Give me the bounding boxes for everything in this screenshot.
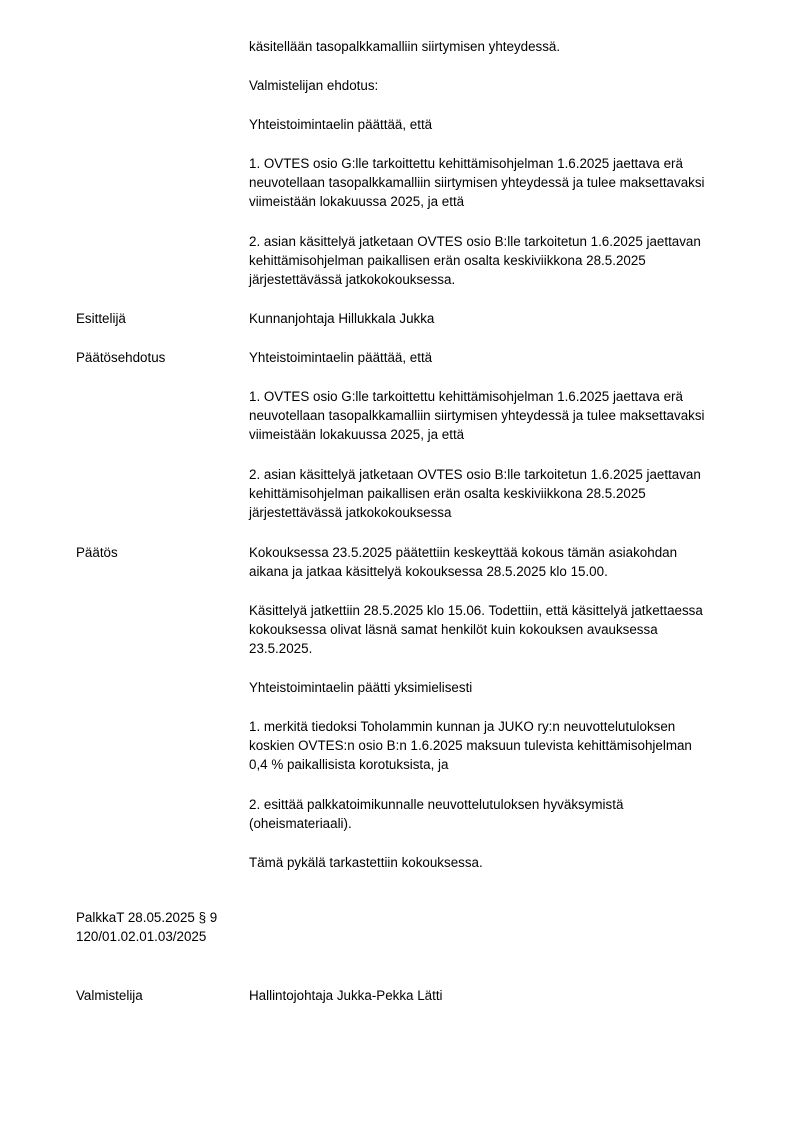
decision-item1-line: 1. merkitä tiedoksi Toholammin kunnan ja JUKO ry:n neuvottelutuloksen [249,719,676,734]
decision-para2-line: 23.5.2025. [249,641,313,656]
decision-label: Päätös [76,545,118,560]
decision-proposal-label: Päätösehdotus [76,350,166,365]
decision-para2-line: kokouksessa olivat läsnä samat henkilöt kuin kokouksen avauksessa [249,622,658,637]
decision-para1-line: Kokouksessa 23.5.2025 päätettiin keskeyttää kokous tämän asiakohdan [249,545,678,560]
decision-unanimous-text: Yhteistoimintaelin päätti yksimielisesti [249,680,473,695]
proposal-item2-line: 2. asian käsittelyä jatketaan OVTES osio B:lle tarkoitetun 1.6.2025 jaettavan [249,467,701,482]
proposal-item1-line: 1. OVTES osio G:lle tarkoittettu kehittämisohjelman 1.6.2025 jaettava erä [249,389,683,404]
proposal-item2-line: järjestettävässä jatkokokouksessa [249,505,452,520]
presenter-value: Kunnanjohtaja Hillukkala Jukka [249,311,435,326]
intro-item2-line: 2. asian käsittelyä jatketaan OVTES osio B:lle tarkoitetun 1.6.2025 jaettavan [249,234,701,249]
proposal-item1-line: neuvotellaan tasopalkkamalliin siirtymisen yhteydessä ja tulee maksettavaksi [249,408,705,423]
reference-line: PalkkaT 28.05.2025 § 9 [76,910,218,925]
preparer-label: Valmistelija [76,988,143,1003]
intro-decides-text: Yhteistoimintaelin päättää, että [249,117,433,132]
intro-item2-line: järjestettävässä jatkokokouksessa. [249,272,456,287]
preparer-value: Hallintojohtaja Jukka-Pekka Lätti [249,988,443,1003]
intro-item1-line: viimeistään lokakuussa 2025, ja että [249,194,465,209]
proposal-heading: Valmistelijan ehdotus: [249,78,379,93]
intro-item1-line: neuvotellaan tasopalkkamalliin siirtymisen yhteydessä ja tulee maksettavaksi [249,175,705,190]
decision-item2-line: (oheismateriaali). [249,816,352,831]
decision-item1-line: koskien OVTES:n osio B:n 1.6.2025 maksuun tulevista kehittämisohjelman [249,738,692,753]
reference-line: 120/01.02.01.03/2025 [76,929,207,944]
intro-item1-line: 1. OVTES osio G:lle tarkoittettu kehittämisohjelman 1.6.2025 jaettava erä [249,156,683,171]
decision-item2-line: 2. esittää palkkatoimikunnalle neuvottelutuloksen hyväksymistä [249,797,624,812]
decision-para2-line: Käsittelyä jatkettiin 28.5.2025 klo 15.06. Todettiin, että käsittelyä jatkettaessa [249,603,703,618]
intro-text-line: käsitellään tasopalkkamalliin siirtymisen yhteydessä. [249,39,561,54]
decision-proposal-decides: Yhteistoimintaelin päättää, että [249,350,433,365]
decision-checked-text: Tämä pykälä tarkastettiin kokouksessa. [249,855,483,870]
intro-item2-line: kehittämisohjelman paikallisen erän osalta keskiviikkona 28.5.2025 [249,253,646,268]
decision-para1-line: aikana ja jatkaa käsittelyä kokouksessa 28.5.2025 klo 15.00. [249,564,608,579]
proposal-item2-line: kehittämisohjelman paikallisen erän osalta keskiviikkona 28.5.2025 [249,486,646,501]
presenter-label: Esittelijä [76,311,126,326]
proposal-item1-line: viimeistään lokakuussa 2025, ja että [249,427,465,442]
decision-item1-line: 0,4 % paikallisista korotuksista, ja [249,757,449,772]
